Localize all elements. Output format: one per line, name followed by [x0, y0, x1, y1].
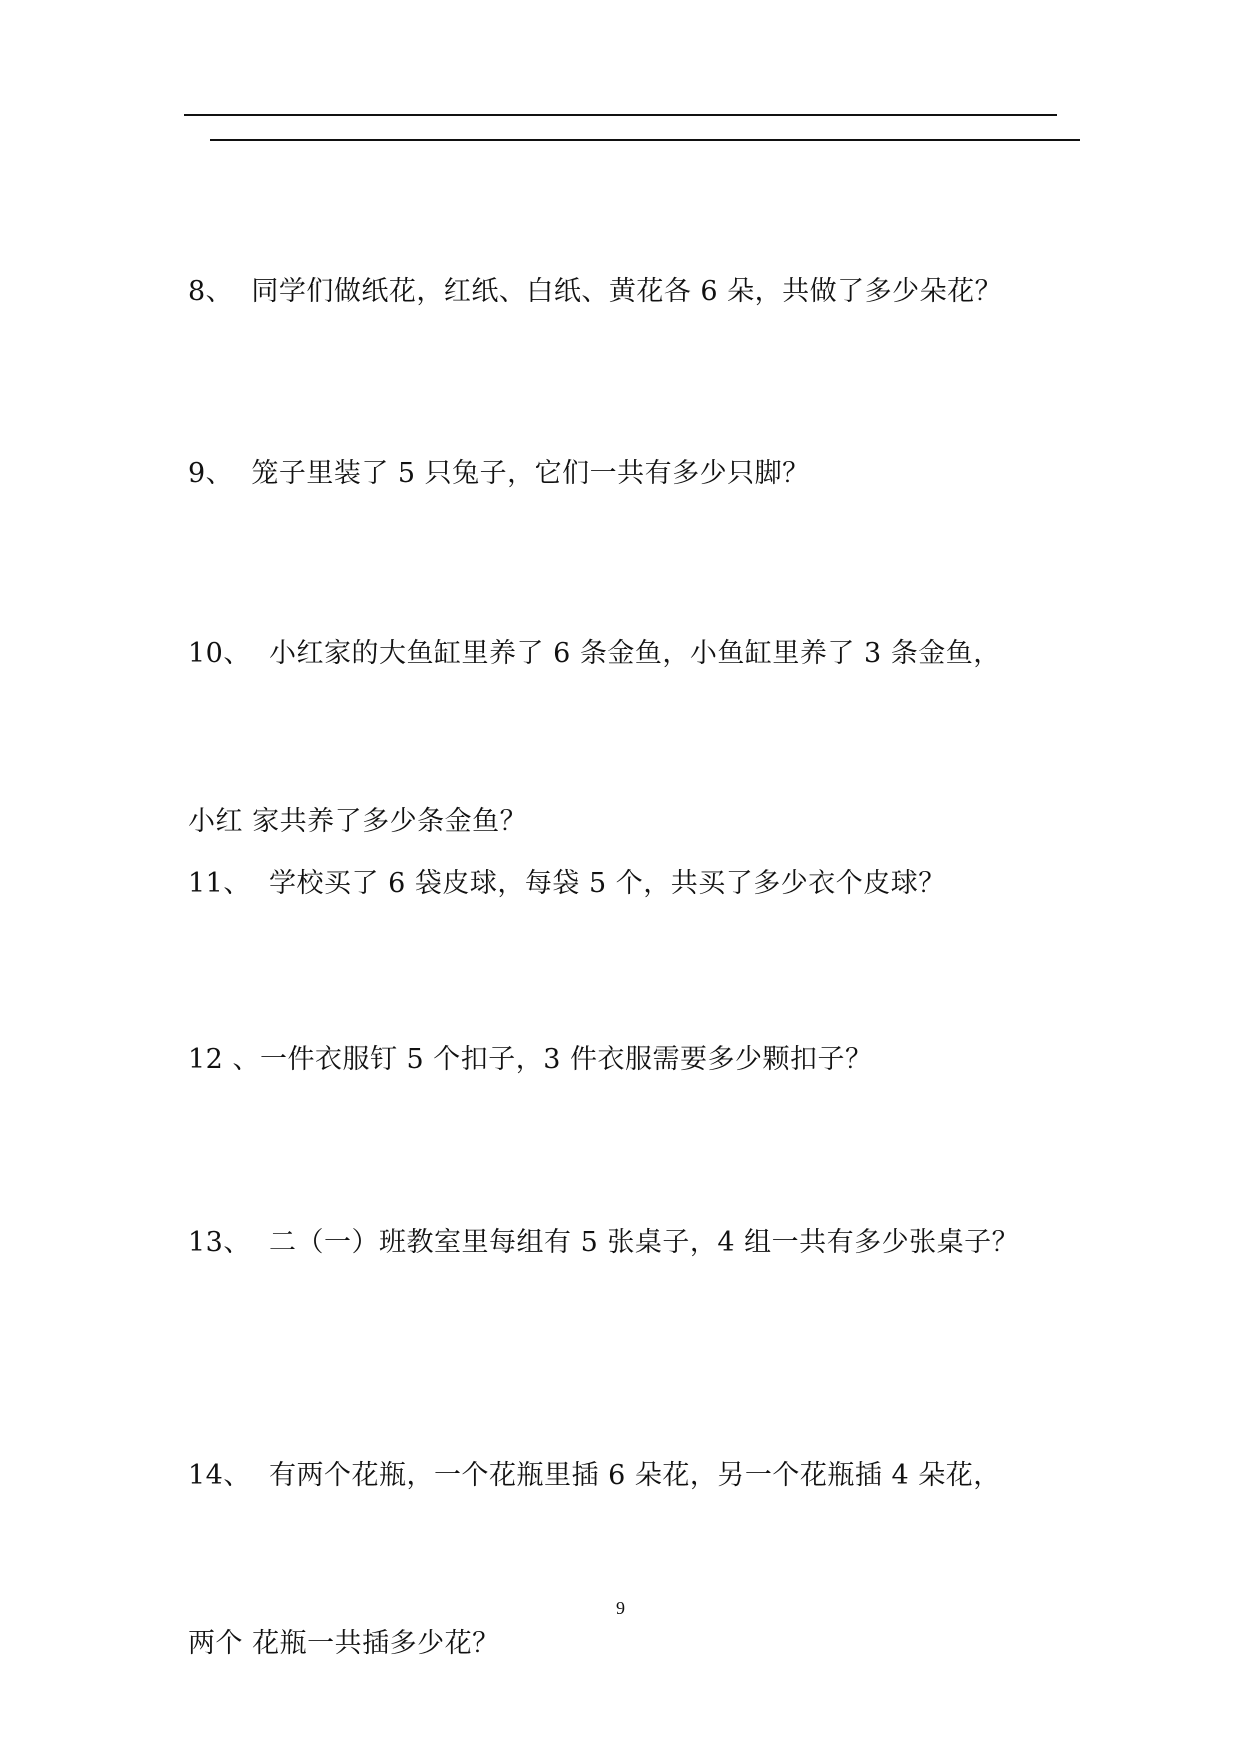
question-line: 11、 学校买了 6 袋皮球，每袋 5 个，共买了多少衣个皮球？	[188, 868, 946, 899]
question-line: 10、 小红家的大鱼缸里养了 6 条金鱼，小鱼缸里养了 3 条金鱼，	[188, 638, 1001, 669]
question-line: 14、 有两个花瓶，一个花瓶里插 6 朵花，另一个花瓶插 4 朵花，	[188, 1460, 1001, 1491]
question-13	[188, 1103, 1068, 1327]
question-line: 9、 笼子里装了 5 只兔子，它们一共有多少只脚？	[188, 458, 810, 489]
question-14	[188, 1336, 1068, 1728]
question-line: 小红 家共养了多少条金鱼？	[188, 806, 528, 837]
question-line: 13、 二（一）班教室里每组有 5 张桌子，4 组一共有多少张桌子？	[188, 1227, 1020, 1258]
page-number: 9	[616, 1598, 625, 1618]
question-line: 8、 同学们做纸花，红纸、白纸、黄花各 6 朵，共做了多少朵花？	[188, 276, 1003, 307]
question-line: 12 、一件衣服钉 5 个扣子，3 件衣服需要多少颗扣子？	[188, 1044, 873, 1075]
question-line: 两个 花瓶一共插多少花？	[188, 1628, 500, 1659]
header-rule-top	[184, 114, 1057, 116]
header-rule-second	[210, 139, 1080, 141]
